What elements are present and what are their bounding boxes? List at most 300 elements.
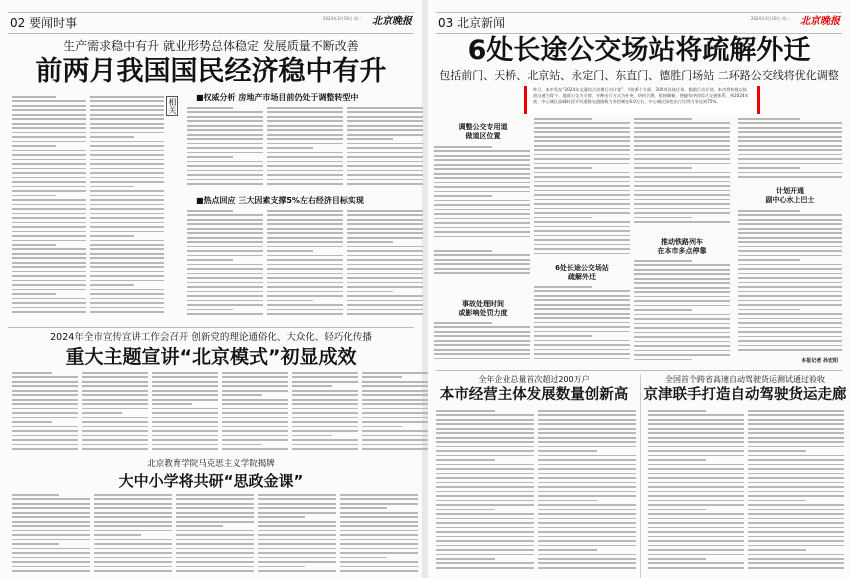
text-line <box>347 134 423 136</box>
text-line <box>738 140 842 142</box>
text-line <box>267 295 343 297</box>
text-line <box>534 127 630 129</box>
text-line <box>738 163 842 165</box>
text-line <box>748 522 844 524</box>
text-line <box>738 331 842 333</box>
text-column <box>648 410 744 576</box>
text-line <box>187 273 263 275</box>
text-line <box>748 414 844 416</box>
text-line <box>362 399 428 401</box>
text-line <box>634 208 730 210</box>
text-line <box>362 403 428 405</box>
text-line <box>222 421 288 423</box>
text-line <box>347 277 423 279</box>
text-line <box>187 237 263 239</box>
text-line <box>748 423 844 425</box>
text-line <box>538 419 636 421</box>
text-line <box>436 428 534 430</box>
text-line <box>176 525 223 527</box>
text-line <box>267 219 343 221</box>
text-line <box>347 219 423 221</box>
text-line <box>12 394 78 396</box>
text-line <box>634 327 730 329</box>
text-line <box>12 208 86 210</box>
text-line <box>94 561 172 563</box>
text-line <box>222 444 262 446</box>
text-line <box>12 240 86 242</box>
text-line <box>12 507 90 509</box>
text-line <box>434 155 530 157</box>
text-line <box>90 266 164 268</box>
text-line <box>267 250 313 252</box>
text-line <box>738 318 842 320</box>
text-line <box>347 165 423 167</box>
text-line <box>12 271 86 273</box>
column-rule <box>640 374 641 578</box>
text-line <box>534 185 630 187</box>
text-line <box>436 567 534 569</box>
text-line <box>538 441 636 443</box>
divider <box>8 33 414 34</box>
text-line <box>222 390 288 392</box>
text-line <box>12 177 86 179</box>
text-line <box>534 349 630 351</box>
text-line <box>634 273 730 275</box>
text-line <box>258 512 336 514</box>
text-line <box>634 354 730 356</box>
text-line <box>434 322 492 324</box>
text-line <box>222 372 288 374</box>
text-line <box>347 161 423 163</box>
text-line <box>340 525 418 527</box>
text-line <box>292 381 358 383</box>
text-line <box>748 446 844 448</box>
text-line <box>90 240 164 242</box>
text-line <box>340 494 418 496</box>
text-line <box>267 120 343 122</box>
text-line <box>90 154 164 156</box>
text-line <box>534 212 630 214</box>
text-line <box>634 127 730 129</box>
text-column <box>738 118 842 182</box>
text-line <box>434 173 530 175</box>
text-line <box>267 152 343 154</box>
text-line <box>534 149 630 151</box>
text-line <box>738 340 842 342</box>
text-line <box>176 566 254 568</box>
text-line <box>436 464 534 466</box>
section-subhead: ■权威分析 房地产市场目前仍处于调整转型中 <box>196 93 359 102</box>
text-line <box>634 309 692 311</box>
text-line <box>648 558 706 560</box>
text-line <box>738 264 842 266</box>
text-line <box>434 159 530 161</box>
text-line <box>267 147 313 149</box>
text-line <box>748 509 844 511</box>
text-line <box>94 534 141 536</box>
text-line <box>90 244 164 246</box>
text-line <box>292 439 358 441</box>
subhead-text: 6处长途公交场站 疏解外迁 <box>555 264 609 281</box>
text-line <box>90 123 164 125</box>
text-column <box>434 146 530 242</box>
text-line <box>187 116 263 118</box>
text-column <box>538 410 636 576</box>
text-line <box>347 138 393 140</box>
text-line <box>292 448 358 450</box>
text-line <box>538 495 636 497</box>
text-line <box>187 156 233 158</box>
text-line <box>340 530 418 532</box>
text-line <box>738 349 842 351</box>
text-column <box>12 96 86 318</box>
story-kicker: 2024年全市宣传宣讲工作会召开 创新党的理论通俗化、大众化、轻巧化传播 <box>50 332 372 343</box>
text-line <box>176 543 254 545</box>
text-line <box>187 313 263 315</box>
text-line <box>436 450 534 452</box>
text-line <box>436 486 534 488</box>
text-line <box>738 167 800 169</box>
text-line <box>90 114 164 116</box>
text-line <box>538 428 636 430</box>
text-line <box>94 530 172 532</box>
text-line <box>434 200 530 202</box>
text-column <box>267 210 343 318</box>
section-title: 02 要闻时事 <box>10 16 78 30</box>
text-line <box>738 228 842 230</box>
text-line <box>347 268 423 270</box>
text-line <box>12 311 86 313</box>
text-line <box>347 228 423 230</box>
text-line <box>12 381 78 383</box>
text-line <box>648 531 744 533</box>
text-line <box>12 293 56 295</box>
text-line <box>90 311 164 313</box>
text-line <box>176 498 254 500</box>
text-line <box>738 210 800 212</box>
text-line <box>538 522 636 524</box>
text-line <box>738 246 842 248</box>
text-line <box>434 236 530 238</box>
text-line <box>176 561 254 563</box>
text-column <box>292 372 358 456</box>
text-line <box>534 358 630 360</box>
text-line <box>258 494 336 496</box>
text-line <box>648 446 744 448</box>
text-line <box>362 385 428 387</box>
text-line <box>634 217 692 219</box>
text-line <box>176 503 254 505</box>
text-line <box>12 154 86 156</box>
text-line <box>12 426 78 428</box>
text-line <box>634 181 730 183</box>
text-line <box>648 500 744 502</box>
text-line <box>292 390 358 392</box>
text-line <box>12 226 86 228</box>
text-line <box>258 498 336 500</box>
text-line <box>347 174 423 176</box>
page-date: 2024年3月19日 周二 <box>322 16 362 21</box>
text-line <box>187 309 233 311</box>
story-headline: 6处长途公交场站将疏解外迁 <box>467 35 811 66</box>
text-line <box>347 250 423 252</box>
text-line <box>347 107 423 109</box>
text-line <box>648 545 744 547</box>
text-line <box>292 394 358 396</box>
text-line <box>634 212 730 214</box>
text-line <box>634 190 730 192</box>
text-line <box>12 521 90 523</box>
text-line <box>634 318 730 320</box>
text-line <box>12 376 78 378</box>
text-line <box>187 241 263 243</box>
text-line <box>738 327 842 329</box>
text-line <box>90 136 134 138</box>
text-line <box>12 105 86 107</box>
text-line <box>90 168 164 170</box>
text-line <box>222 381 288 383</box>
text-line <box>267 241 343 243</box>
text-line <box>347 183 423 185</box>
text-line <box>222 376 288 378</box>
text-line <box>434 168 530 170</box>
text-line <box>648 504 744 506</box>
text-line <box>436 513 534 515</box>
text-line <box>362 390 428 392</box>
text-line <box>90 190 164 192</box>
text-line <box>538 518 636 520</box>
text-line <box>222 439 288 441</box>
related-tag: 相关 <box>168 98 177 114</box>
text-line <box>222 448 288 450</box>
page-date: 2024年3月19日 周二 <box>750 16 790 21</box>
text-line <box>648 518 744 520</box>
text-column <box>534 286 630 366</box>
text-line <box>748 495 844 497</box>
text-line <box>12 248 86 250</box>
text-line <box>538 455 636 457</box>
text-line <box>267 259 343 261</box>
text-line <box>267 277 343 279</box>
text-line <box>176 557 254 559</box>
text-line <box>94 521 172 523</box>
text-line <box>12 534 90 536</box>
text-line <box>347 264 423 266</box>
text-line <box>538 410 636 412</box>
text-line <box>82 417 148 419</box>
divider <box>436 12 842 13</box>
text-line <box>258 503 336 505</box>
text-line <box>648 491 744 493</box>
text-line <box>187 232 263 234</box>
text-line <box>340 539 418 541</box>
text-line <box>648 495 744 497</box>
text-line <box>534 322 630 324</box>
text-line <box>347 282 423 284</box>
text-line <box>648 549 744 551</box>
text-line <box>267 107 343 109</box>
text-line <box>634 158 730 160</box>
text-line <box>12 298 86 300</box>
text-line <box>12 494 59 496</box>
text-line <box>187 134 263 136</box>
text-line <box>748 540 844 542</box>
text-line <box>362 435 428 437</box>
text-column <box>436 410 534 576</box>
text-line <box>12 217 86 219</box>
text-line <box>12 136 86 138</box>
text-line <box>12 289 86 291</box>
text-line <box>534 290 630 292</box>
text-column <box>12 372 78 456</box>
text-line <box>90 127 164 129</box>
text-line <box>634 359 692 361</box>
text-line <box>648 567 744 569</box>
text-line <box>634 154 730 156</box>
text-line <box>82 390 148 392</box>
text-line <box>538 477 636 479</box>
text-line <box>258 548 336 550</box>
text-line <box>748 419 844 421</box>
text-line <box>434 164 530 166</box>
text-line <box>12 231 86 233</box>
text-line <box>436 468 534 470</box>
text-line <box>187 259 233 261</box>
text-line <box>12 172 86 174</box>
text-line <box>347 214 423 216</box>
text-line <box>267 268 343 270</box>
text-line <box>267 170 343 172</box>
text-line <box>90 204 164 206</box>
text-line <box>436 419 534 421</box>
text-line <box>434 259 530 261</box>
text-line <box>258 561 336 563</box>
text-line <box>12 570 90 572</box>
text-line <box>267 309 343 311</box>
text-line <box>12 539 90 541</box>
text-line <box>12 132 86 134</box>
text-column <box>738 210 842 354</box>
text-line <box>534 172 630 174</box>
story-headline: 重大主题宣讲“北京模式”初显成效 <box>65 346 357 368</box>
text-line <box>634 278 730 280</box>
text-line <box>748 410 844 412</box>
text-line <box>748 545 844 547</box>
text-line <box>362 421 428 423</box>
text-line <box>738 273 842 275</box>
text-column <box>634 118 730 228</box>
text-line <box>738 136 842 138</box>
text-line <box>90 186 134 188</box>
text-line <box>434 191 530 193</box>
text-line <box>534 158 630 160</box>
text-line <box>347 111 423 113</box>
text-line <box>90 181 164 183</box>
text-line <box>152 385 218 387</box>
text-line <box>187 304 263 306</box>
text-line <box>152 430 218 432</box>
text-line <box>538 468 636 470</box>
text-line <box>176 552 254 554</box>
text-line <box>634 350 730 352</box>
text-line <box>187 143 263 145</box>
text-line <box>347 309 423 311</box>
text-line <box>12 127 86 129</box>
text-line <box>434 209 530 211</box>
text-line <box>90 199 164 201</box>
text-line <box>82 444 148 446</box>
text-line <box>82 372 148 374</box>
text-line <box>634 136 730 138</box>
text-line <box>748 464 844 466</box>
text-column <box>534 118 630 260</box>
text-line <box>12 109 86 111</box>
text-line <box>434 177 530 179</box>
text-line <box>12 498 90 500</box>
text-line <box>534 331 630 333</box>
text-line <box>94 570 172 572</box>
text-line <box>12 118 86 120</box>
text-column <box>748 410 844 576</box>
text-line <box>738 268 842 270</box>
text-line <box>648 536 744 538</box>
text-line <box>222 412 288 414</box>
text-line <box>634 203 730 205</box>
text-line <box>82 376 148 378</box>
text-line <box>434 150 530 152</box>
text-line <box>648 432 744 434</box>
text-line <box>292 421 358 423</box>
section-title: 03 北京新闻 <box>438 16 506 30</box>
text-line <box>347 295 423 297</box>
text-line <box>12 168 86 170</box>
text-line <box>152 435 218 437</box>
text-line <box>12 235 86 237</box>
text-line <box>347 223 423 225</box>
text-line <box>434 349 530 351</box>
text-line <box>267 228 343 230</box>
text-line <box>82 435 148 437</box>
text-line <box>538 437 636 439</box>
text-line <box>187 138 263 140</box>
text-line <box>82 426 148 428</box>
text-line <box>436 414 534 416</box>
text-line <box>152 439 218 441</box>
text-line <box>538 527 636 529</box>
text-line <box>634 314 730 316</box>
text-line <box>90 150 164 152</box>
text-line <box>12 280 86 282</box>
text-line <box>534 208 630 210</box>
text-line <box>90 293 164 295</box>
text-line <box>534 136 630 138</box>
text-line <box>362 381 428 383</box>
text-line <box>94 512 172 514</box>
text-line <box>538 531 636 533</box>
text-line <box>90 100 164 102</box>
text-line <box>267 156 343 158</box>
text-line <box>538 459 636 461</box>
text-line <box>187 291 263 293</box>
text-line <box>648 562 744 564</box>
text-line <box>634 122 730 124</box>
text-column <box>634 260 730 366</box>
text-line <box>90 302 164 304</box>
text-line <box>436 437 534 439</box>
text-line <box>267 129 343 131</box>
text-line <box>187 165 263 167</box>
text-line <box>94 539 172 541</box>
